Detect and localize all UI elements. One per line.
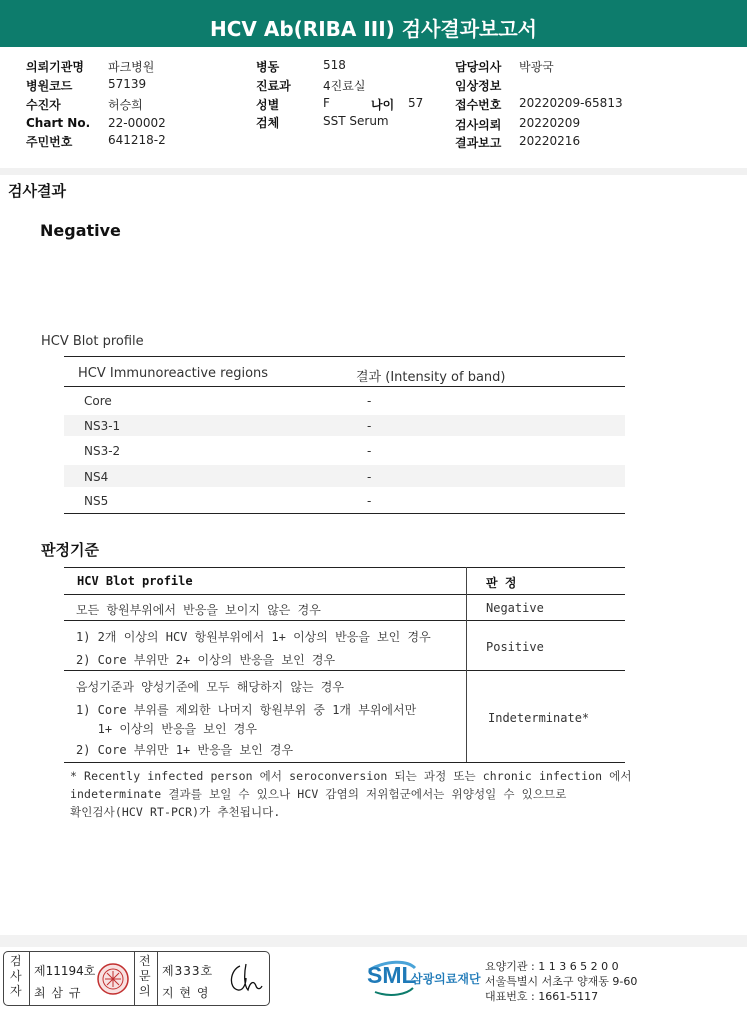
info-value: 파크병원: [108, 60, 155, 74]
table-header-rule: [64, 386, 625, 387]
reviewer-label: 전문의: [139, 954, 151, 998]
reviewer-license: 제333호: [162, 964, 214, 978]
info-label: 진료과: [256, 79, 291, 93]
info-label: 병동: [256, 60, 280, 74]
info-label: 의뢰기관명: [26, 60, 84, 74]
criteria-line: 1+ 이상의 반응을 보인 경우: [76, 722, 257, 736]
region-name: Core: [84, 394, 112, 408]
lab-phone: 대표번호 : 1661-5117: [485, 990, 599, 1003]
criteria-line: 1) 2개 이상의 HCV 항원부위에서 1+ 이상의 반응을 보인 경우: [76, 630, 431, 644]
table-bottom-rule: [64, 513, 625, 514]
patient-info-panel: [0, 56, 747, 170]
sig-divider: [157, 952, 158, 1005]
org-logo-text: SML: [367, 962, 416, 988]
region-name: NS3-2: [84, 444, 121, 458]
criteria-line: 2) Core 부위만 2+ 이상의 반응을 보인 경우: [76, 653, 336, 667]
criteria-judgement: Indeterminate*: [488, 711, 590, 725]
criteria-header-judgement: 판 정: [486, 576, 517, 590]
info-label: 수진자: [26, 98, 61, 112]
info-label: 검사의뢰: [455, 118, 502, 132]
region-result: -: [367, 494, 372, 508]
criteria-line: 음성기준과 양성기준에 모두 해당하지 않는 경우: [76, 680, 344, 694]
sig-divider: [29, 952, 30, 1005]
org-logo: [367, 958, 482, 1002]
examiner-name: 최 삼 규: [34, 986, 82, 1000]
info-value: F: [323, 96, 330, 110]
table-header-result: 결과 (Intensity of band): [356, 370, 506, 385]
info-value: 641218-2: [108, 133, 166, 147]
table-top-rule: [64, 356, 625, 357]
info-label: 성별: [256, 98, 280, 112]
region-result: -: [367, 394, 372, 408]
criteria-note-line: indeterminate 결과를 보일 수 있으나 HCV 감염의 저위험군에서는 위양성일 수 있으므로: [70, 787, 567, 801]
result-value: Negative: [40, 221, 121, 240]
info-value: 박광국: [519, 60, 554, 74]
examiner-label: 검사자: [10, 954, 22, 998]
criteria-judgement: Positive: [486, 640, 544, 654]
report-title: HCV Ab(RIBA III) 검사결과보고서: [0, 0, 747, 47]
table-header-regions: HCV Immunoreactive regions: [78, 366, 269, 381]
examiner-license: 제11194호: [34, 964, 96, 978]
criteria-rule: [64, 594, 625, 595]
info-value: 4진료실: [323, 79, 366, 93]
info-label: 병원코드: [26, 79, 73, 93]
info-value: 57: [408, 96, 424, 110]
reviewer-name: 지 현 영: [162, 986, 210, 1000]
region-result: -: [367, 470, 372, 484]
row-shade: [64, 465, 625, 487]
criteria-judgement: Negative: [486, 601, 544, 615]
info-label: 임상정보: [455, 79, 502, 93]
info-value: 22-00002: [108, 116, 166, 130]
criteria-rule: [64, 620, 625, 621]
criteria-rule: [64, 567, 625, 568]
criteria-rule: [64, 762, 625, 763]
info-label: 담당의사: [455, 60, 502, 74]
region-name: NS4: [84, 470, 109, 484]
info-value: 20220209-65813: [519, 96, 623, 110]
criteria-line: 모든 항원부위에서 반응을 보이지 않은 경우: [76, 603, 321, 617]
criteria-rule: [64, 670, 625, 671]
criteria-note-line: * Recently infected person 에서 seroconversion 되는 과정 또는 chronic infection 에서: [70, 769, 632, 783]
info-value: 518: [323, 58, 346, 72]
info-value: 57139: [108, 77, 147, 91]
criteria-table: [64, 567, 625, 763]
sig-divider: [134, 952, 135, 1005]
info-label: 결과보고: [455, 136, 502, 150]
result-section-title: 검사결과: [8, 182, 66, 200]
signature-icon: [226, 960, 264, 996]
region-name: NS5: [84, 494, 109, 508]
info-value: 20220209: [519, 116, 581, 130]
section-divider: [0, 168, 747, 175]
info-value: 20220216: [519, 134, 581, 148]
footer-divider: [0, 935, 747, 947]
lab-code: 요양기관 : 1 1 3 6 5 2 0 0: [485, 960, 619, 973]
criteria-note-line: 확인검사(HCV RT-PCR)가 추천됩니다.: [70, 805, 281, 819]
examiner-seal-icon: [96, 962, 130, 996]
region-result: -: [367, 444, 372, 458]
region-result: -: [367, 419, 372, 433]
signature-box: [3, 951, 270, 1006]
info-label: 나이: [371, 98, 395, 112]
org-name: 삼광의료재단: [411, 972, 481, 986]
info-value: 허승희: [108, 98, 143, 112]
criteria-header-profile: HCV Blot profile: [77, 574, 193, 588]
region-name: NS3-1: [84, 419, 121, 433]
criteria-line: 2) Core 부위만 1+ 반응을 보인 경우: [76, 743, 294, 757]
criteria-section-title: 판정기준: [41, 541, 99, 559]
info-label: 접수번호: [455, 98, 502, 112]
row-shade: [64, 415, 625, 436]
info-label: Chart No.: [26, 116, 91, 130]
info-label: 주민번호: [26, 135, 73, 149]
blot-profile-title: HCV Blot profile: [41, 334, 144, 349]
info-value: SST Serum: [323, 114, 389, 128]
criteria-line: 1) Core 부위를 제외한 나머지 항원부위 중 1개 부위에서만: [76, 703, 417, 717]
criteria-column-divider: [466, 567, 467, 762]
info-label: 검체: [256, 116, 280, 130]
lab-address: 서울특별시 서초구 양재동 9-60: [485, 975, 638, 988]
